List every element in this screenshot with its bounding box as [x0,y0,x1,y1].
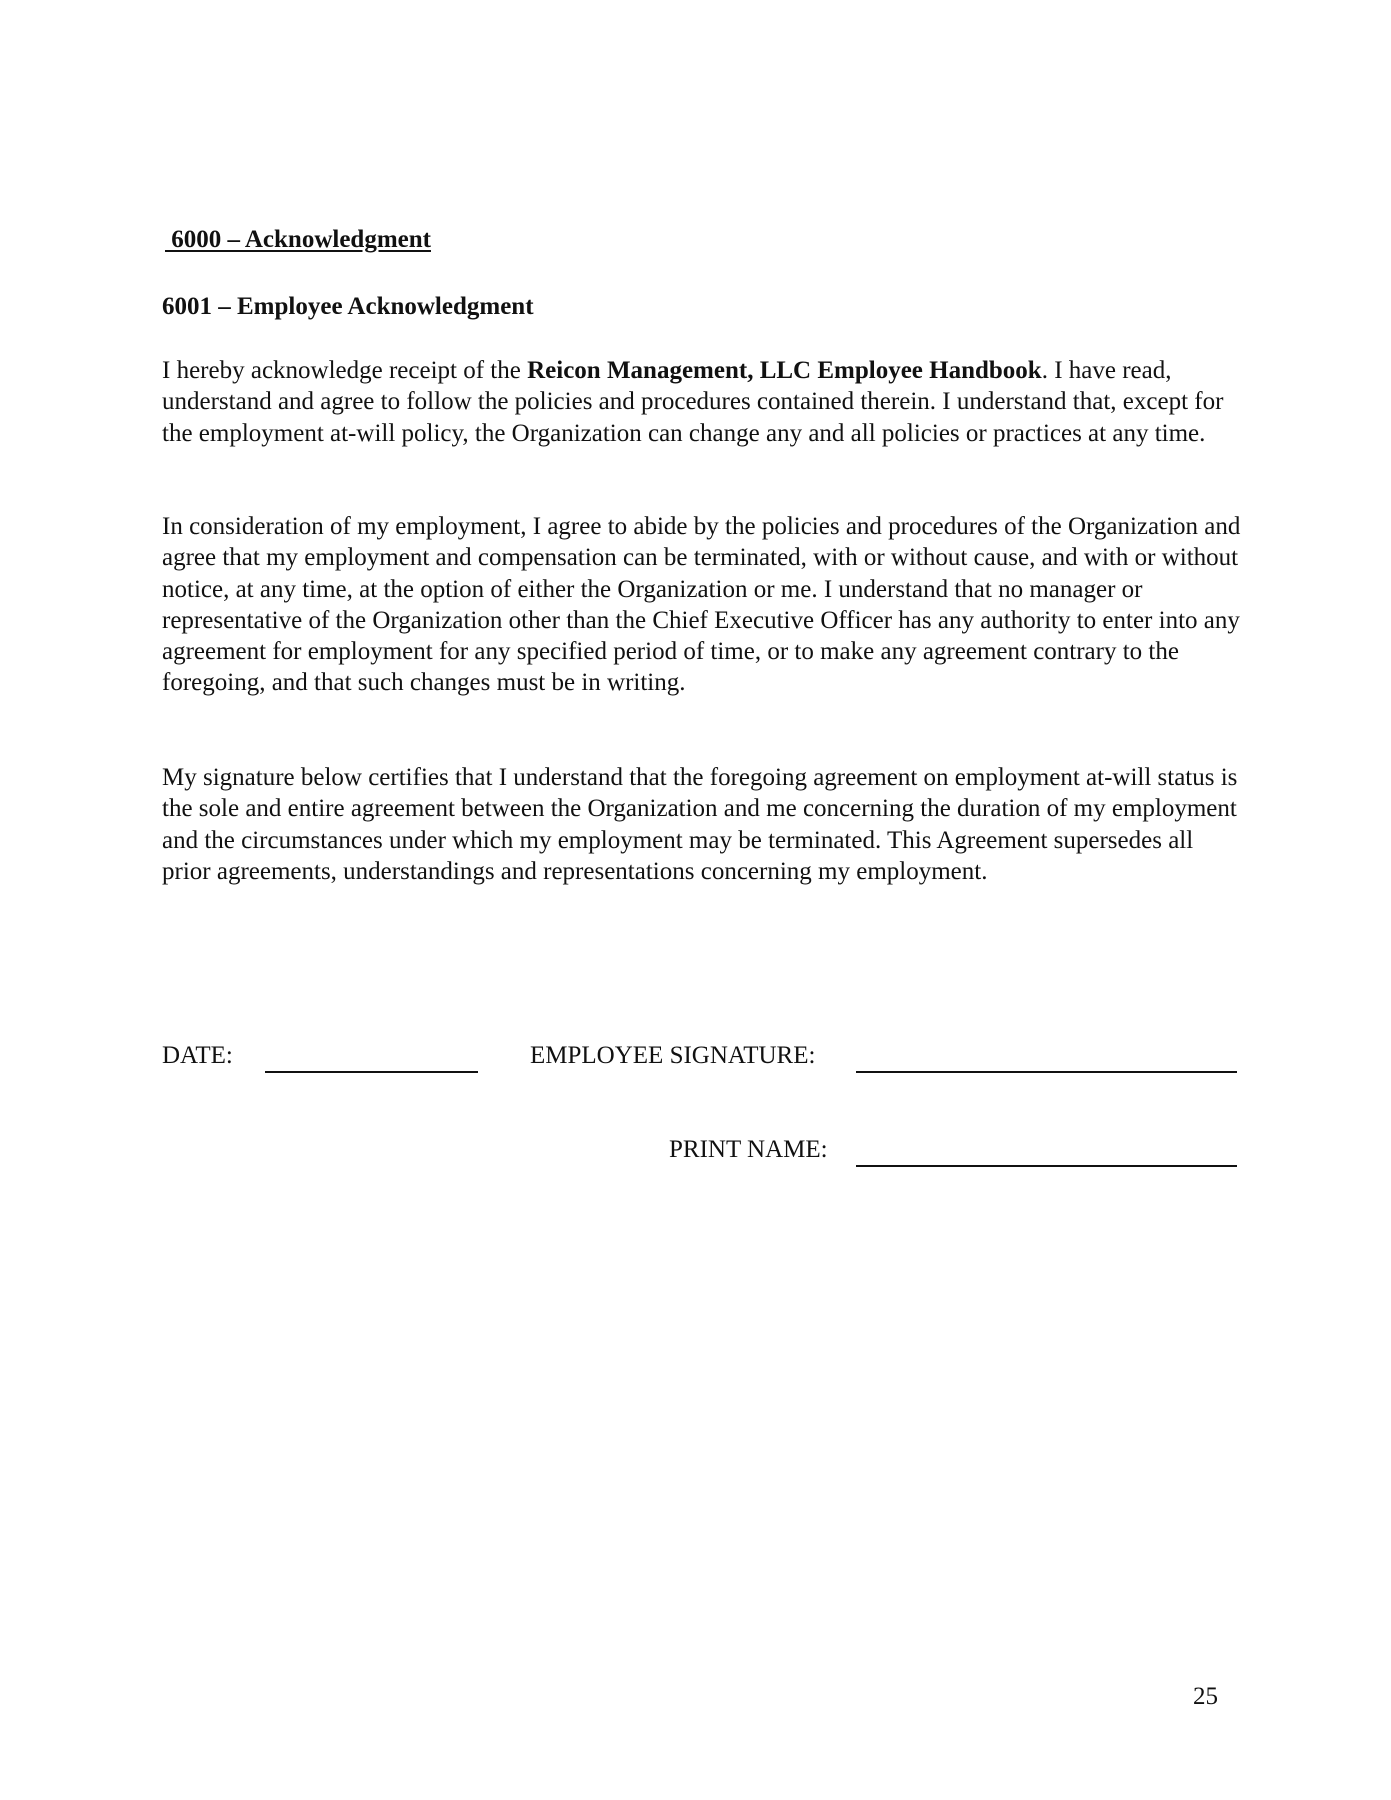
employee-signature-field[interactable] [856,1071,1237,1073]
print-name-field[interactable] [856,1165,1237,1167]
date-field[interactable] [265,1071,478,1073]
date-label: DATE: [162,1042,233,1069]
paragraph-certification: My signature below certifies that I understand that the foregoing agreement on employment at-will status is the sole and entire agreement between the Organization and me concerning the duration of my employment and the circumstances under which my employment may be terminated. This Agreement supersedes all prior agreements, understandings and representations concerning my employment. [162,764,1238,885]
page-number: 25 [1193,1683,1218,1710]
subsection-title: 6001 – Employee Acknowledgment [162,293,534,320]
print-name-label: PRINT NAME: [669,1136,828,1163]
paragraph-receipt-rest: . I have read, understand and agree to follow the policies and procedures contained therein. I understand that, except for the employment at-will policy, the Organization can change any and all policies or practices at any time. [162,357,1224,447]
handbook-name: Reicon Management, LLC Employee Handbook [527,357,1042,384]
paragraph-receipt [162,355,1242,449]
employee-signature-label: EMPLOYEE SIGNATURE: [530,1042,816,1069]
paragraph-receipt-lead: I hereby acknowledge receipt of the [162,357,528,384]
section-title: 6000 – Acknowledgment [165,226,431,253]
paragraph-consideration: In consideration of my employment, I agree to abide by the policies and procedures of the Organization and agree that my employment and compensation can be terminated, with or without cause, and with or without notice, at any time, at the option of either the Organization or me. I understand that no manager or representative of the Organization other than the Chief Executive Officer has any authority to enter into any agreement for employment for any specified period of time, or to make any agreement contrary to the foregoing, and that such changes must be in writing. [162,513,1241,697]
